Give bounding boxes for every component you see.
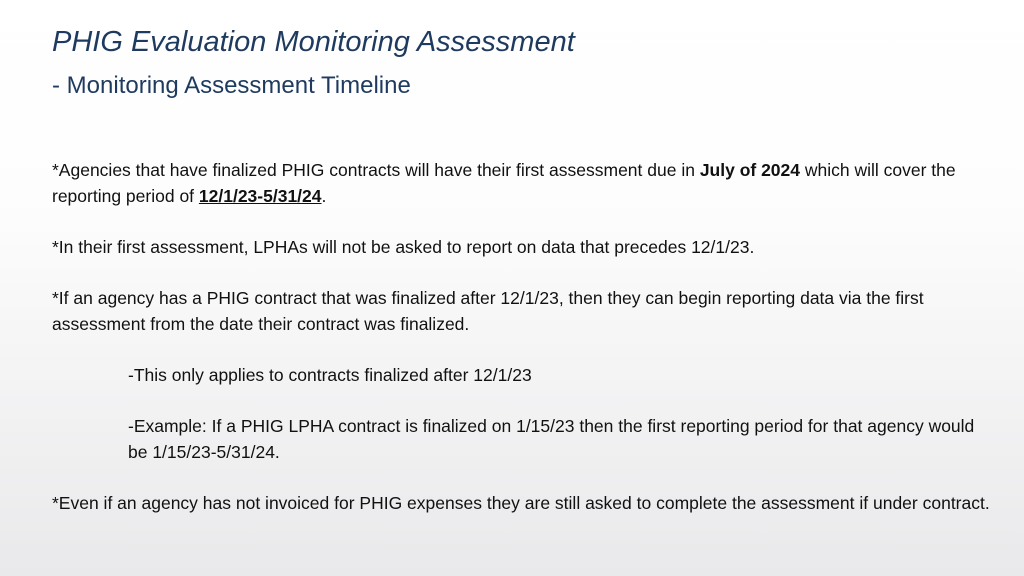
slide-title: PHIG Evaluation Monitoring Assessment — [52, 26, 575, 58]
paragraph-applies-note: -This only applies to contracts finalized after 12/1/23 — [128, 365, 532, 385]
p1-text-3: . — [321, 186, 327, 206]
slide-body — [52, 157, 992, 541]
slide-subtitle — [52, 72, 411, 100]
p1-reporting-period: 12/1/23-5/31/24 — [198, 186, 322, 206]
paragraph-example: -Example: If a PHIG LPHA contract is finalized on 1/15/23 then the first reporting period for that agency would be 1/15/23-5/31/24. — [128, 416, 975, 462]
paragraph-invoice-note: *Even if an agency has not invoiced for PHIG expenses they are still asked to complete the assessment if under contract. — [52, 493, 990, 513]
subtitle-text: Monitoring Assessment Timeline — [66, 72, 411, 99]
paragraph-late-contract: *If an agency has a PHIG contract that was finalized after 12/1/23, then they can begin reporting data via the first assessment from the date their contract was finalized. — [52, 288, 924, 334]
p1-bold-date: July of 2024 — [699, 160, 801, 180]
p1-text-2: which will cover the reporting period of — [52, 160, 956, 206]
subtitle-dash: - — [52, 72, 60, 99]
paragraph-first-assessment: *In their first assessment, LPHAs will not be asked to report on data that precedes 12/1/23. — [52, 237, 755, 257]
paragraph-assessment-due — [52, 157, 992, 209]
p1-text-1: *Agencies that have finalized PHIG contracts will have their first assessment due in — [52, 160, 700, 180]
